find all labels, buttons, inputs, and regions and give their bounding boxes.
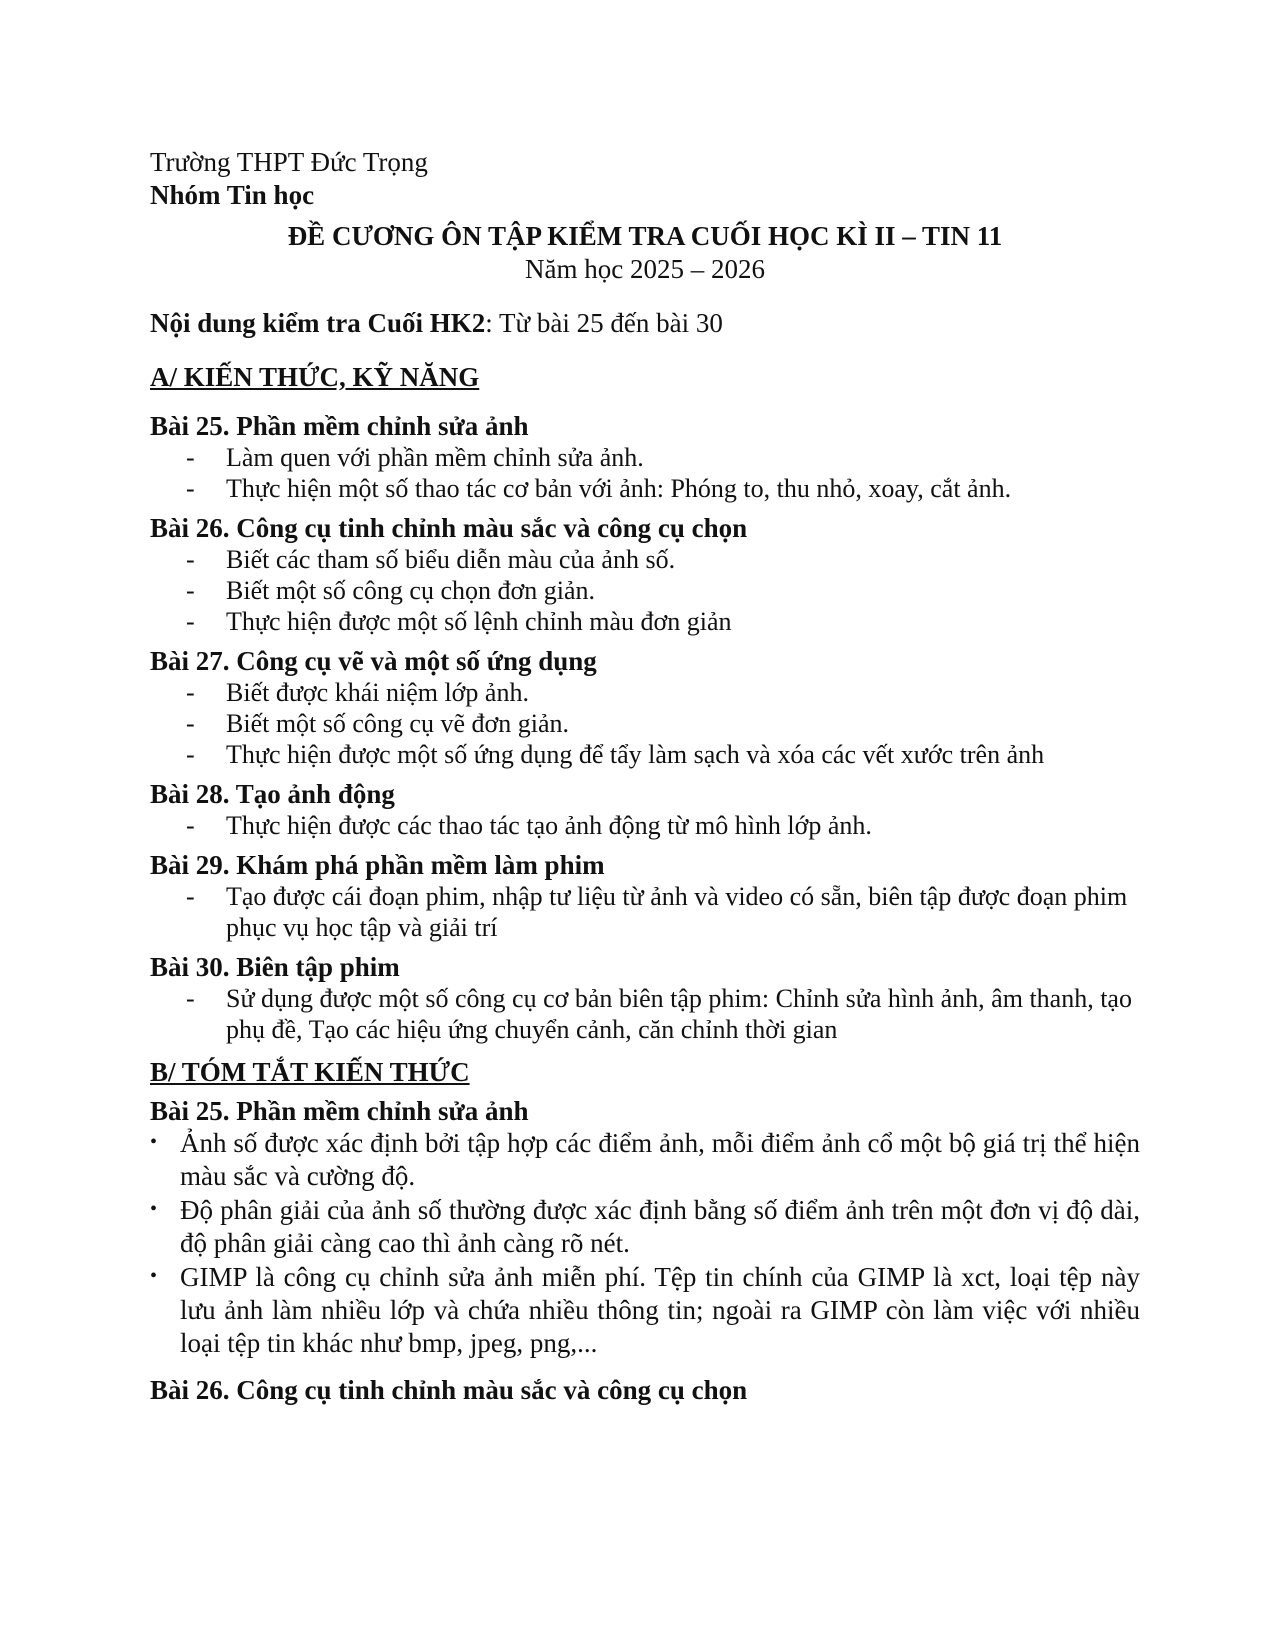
exam-scope-label: Nội dung kiểm tra Cuối HK2 — [150, 308, 486, 338]
school-name: Trường THPT Đức Trọng — [150, 147, 428, 177]
section-b — [150, 1055, 1140, 1406]
list-item: - Thực hiện một số thao tác cơ bản với ảnh: Phóng to, thu nhỏ, xoay, cắt ảnh. — [150, 473, 1140, 504]
exam-scope-text: : Từ bài 25 đến bài 30 — [485, 308, 723, 338]
group-name: Nhóm Tin học — [150, 180, 315, 210]
list-item: - Biết được khái niệm lớp ảnh. — [150, 677, 1140, 708]
lesson-title: Bài 25. Phần mềm chỉnh sửa ảnh — [150, 1096, 529, 1126]
section-b-heading: B/ TÓM TẮT KIẾN THỨC — [150, 1057, 470, 1087]
exam-scope — [150, 306, 1140, 340]
lesson-title: Bài 26. Công cụ tinh chỉnh màu sắc và công cụ chọn — [150, 513, 748, 543]
section-a-heading: A/ KIẾN THỨC, KỸ NĂNG — [150, 362, 480, 392]
list-item: - Biết một số công cụ chọn đơn giản. — [150, 575, 1140, 606]
lesson-items — [150, 677, 1140, 770]
lesson-title: Bài 28. Tạo ảnh động — [150, 779, 395, 809]
list-item: - Sử dụng được một số công cụ cơ bản biên tập phim: Chỉnh sửa hình ảnh, âm thanh, tạo phụ đề, Tạo các hiệu ứng chuyển cảnh, căn chỉnh thời gian — [150, 983, 1140, 1045]
list-item: - Biết một số công cụ vẽ đơn giản. — [150, 708, 1140, 739]
list-item: • GIMP là công cụ chỉnh sửa ảnh miễn phí. Tệp tin chính của GIMP là xct, loại tệp này lưu ảnh làm nhiều lớp và chứa nhiều thông tin; ngoài ra GIMP còn làm việc với nhiều loại tệp tin khác như bmp, jpeg, png,... — [150, 1261, 1140, 1360]
list-item: - Thực hiện được một số lệnh chỉnh màu đơn giản — [150, 606, 1140, 637]
summary-list — [150, 1127, 1140, 1360]
list-item: • Độ phân giải của ảnh số thường được xác định bằng số điểm ảnh trên một đơn vị độ dài, độ phân giải càng cao thì ảnh càng rõ nét. — [150, 1194, 1140, 1260]
list-item: • Ảnh số được xác định bởi tập hợp các điểm ảnh, mỗi điểm ảnh cổ một bộ giá trị thể hiện màu sắc và cường độ. — [150, 1127, 1140, 1193]
lesson-items — [150, 881, 1140, 943]
lesson-title: Bài 27. Công cụ vẽ và một số ứng dụng — [150, 646, 597, 676]
lesson-title: Bài 30. Biên tập phim — [150, 952, 400, 982]
list-item: - Thực hiện được một số ứng dụng để tẩy làm sạch và xóa các vết xước trên ảnh — [150, 739, 1140, 770]
document-page — [150, 146, 1140, 1406]
list-item: - Làm quen với phần mềm chỉnh sửa ảnh. — [150, 442, 1140, 473]
list-item: - Thực hiện được các thao tác tạo ảnh động từ mô hình lớp ảnh. — [150, 810, 1140, 841]
lesson-items — [150, 442, 1140, 504]
lesson-items — [150, 810, 1140, 841]
lesson-title: Bài 29. Khám phá phần mềm làm phim — [150, 850, 605, 880]
lesson-title: Bài 26. Công cụ tinh chỉnh màu sắc và công cụ chọn — [150, 1375, 748, 1405]
lesson-items — [150, 983, 1140, 1045]
list-item: - Tạo được cái đoạn phim, nhập tư liệu từ ảnh và video có sẵn, biên tập được đoạn phim phục vụ học tập và giải trí — [150, 881, 1140, 943]
school-year: Năm học 2025 – 2026 — [525, 254, 765, 284]
list-item: - Biết các tham số biểu diễn màu của ảnh số. — [150, 544, 1140, 575]
lesson-items — [150, 544, 1140, 637]
document-title: ĐỀ CƯƠNG ÔN TẬP KIỂM TRA CUỐI HỌC KÌ II – TIN 11 — [287, 221, 1003, 251]
section-a — [150, 360, 1140, 1045]
lesson-title: Bài 25. Phần mềm chỉnh sửa ảnh — [150, 411, 529, 441]
